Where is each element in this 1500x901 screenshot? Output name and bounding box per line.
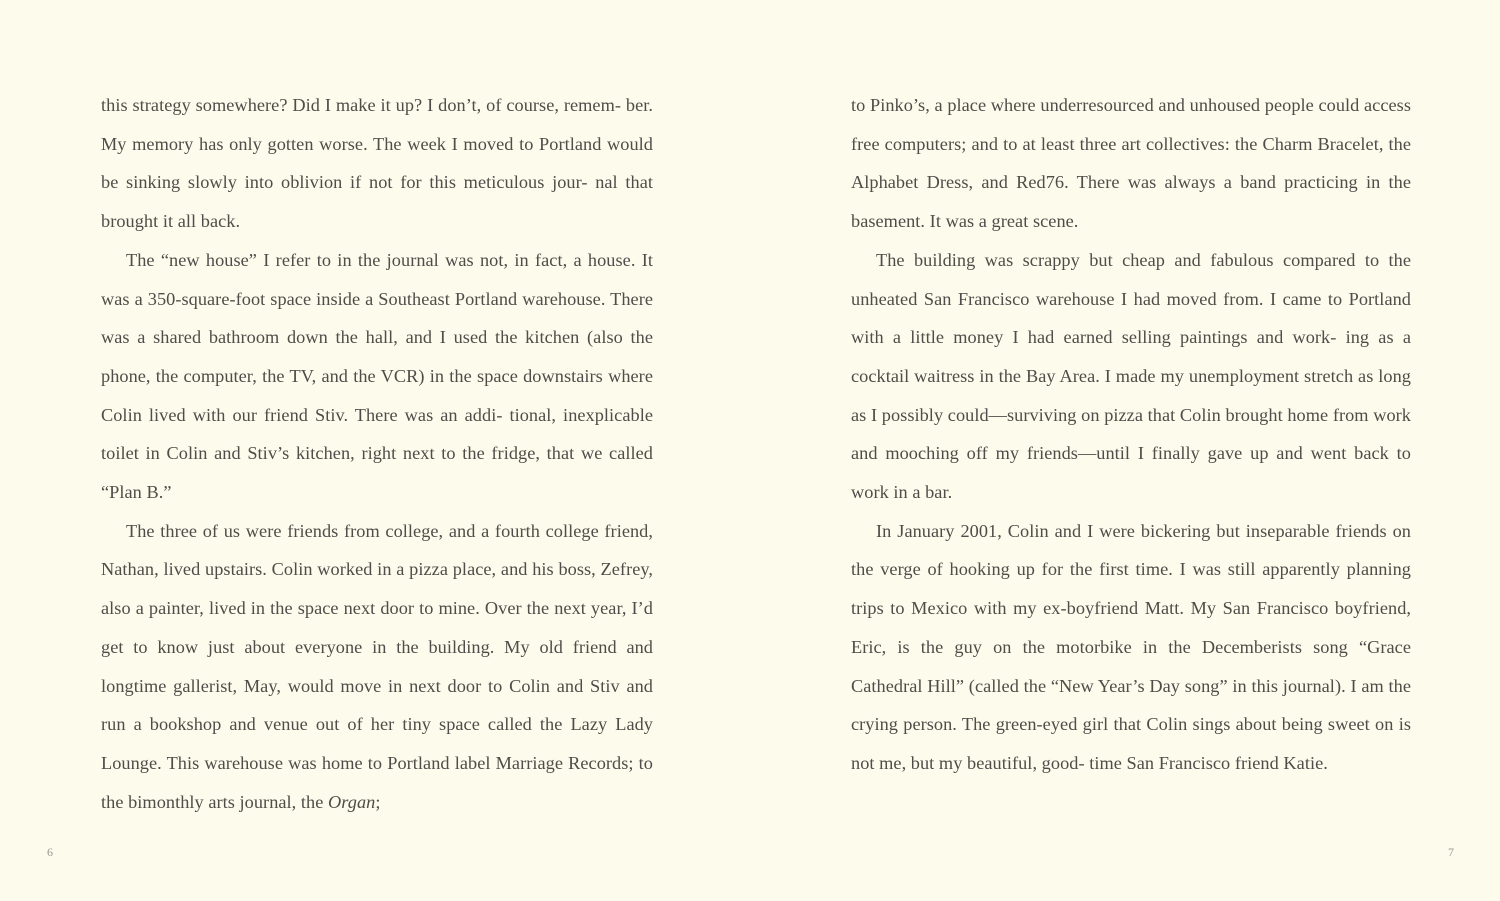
paragraph-text: ; <box>375 791 381 812</box>
italic-title: Organ <box>328 791 376 812</box>
left-page-body <box>101 86 653 821</box>
page-number: 7 <box>1448 845 1454 859</box>
paragraph <box>101 512 653 822</box>
paragraph: The building was scrappy but cheap and fabulous compared to the unheated San Francisco warehouse I had moved from. I came to Portland with a little money I had earned selling paintings and work- ing as a cocktail waitress in the Bay Area. I made my unemployment stretch as long as I possibly could—surviving on pizza that Colin brought home from work and mooching off my friends—until I finally gave up and went back to work in a bar. <box>851 249 1411 503</box>
paragraph: In January 2001, Colin and I were bickering but inseparable friends on the verge of hooking up for the first time. I was still apparently planning trips to Mexico with my ex-boyfriend Matt. My San Francisco boyfriend, Eric, is the guy on the motorbike in the Decemberists song “Grace Cathedral Hill” (called the “New Year’s Day song” in this journal). I am the crying person. The green-eyed girl that Colin sings about being sweet on is not me, but my beautiful, good- time San Francisco friend Katie. <box>851 520 1411 773</box>
paragraph-text: The three of us were friends from college, and a fourth college friend, Nathan, lived upstairs. Colin worked in a pizza place, and his boss, Zefrey, also a painter, lived in the space next door to mine. Over the next year, I’d get to know just about everyone in the building. My old friend and longtime gallerist, May, would move in next door to Colin and Stiv and run a bookshop and venue out of her tiny space called the Lazy Lady Lounge. This warehouse was home to Portland label Marriage Records; to the bimonthly arts journal, the <box>101 520 653 812</box>
right-page-body <box>851 86 1411 783</box>
paragraph: this strategy somewhere? Did I make it up? I don’t, of course, remem- ber. My memory has only gotten worse. The week I moved to Portland would be sinking slowly into oblivion if not for this meticulous jour- nal that brought it all back. <box>101 95 653 232</box>
paragraph: to Pinko’s, a place where underresourced and unhoused people could access free computers; and to at least three art collectives: the Charm Bracelet, the Alphabet Dress, and Red76. There was always a band practicing in the basement. It was a great scene. <box>851 95 1411 232</box>
paragraph: The “new house” I refer to in the journal was not, in fact, a house. It was a 350-square-foot space inside a Southeast Portland warehouse. There was a shared bathroom down the hall, and I used the kitchen (also the phone, the computer, the TV, and the VCR) in the space downstairs where Colin lived with our friend Stiv. There was an addi- tional, inexplicable toilet in Colin and Stiv’s kitchen, right next to the fridge, that we called “Plan B.” <box>101 249 653 503</box>
right-page <box>750 0 1500 901</box>
page-number: 6 <box>47 845 53 859</box>
